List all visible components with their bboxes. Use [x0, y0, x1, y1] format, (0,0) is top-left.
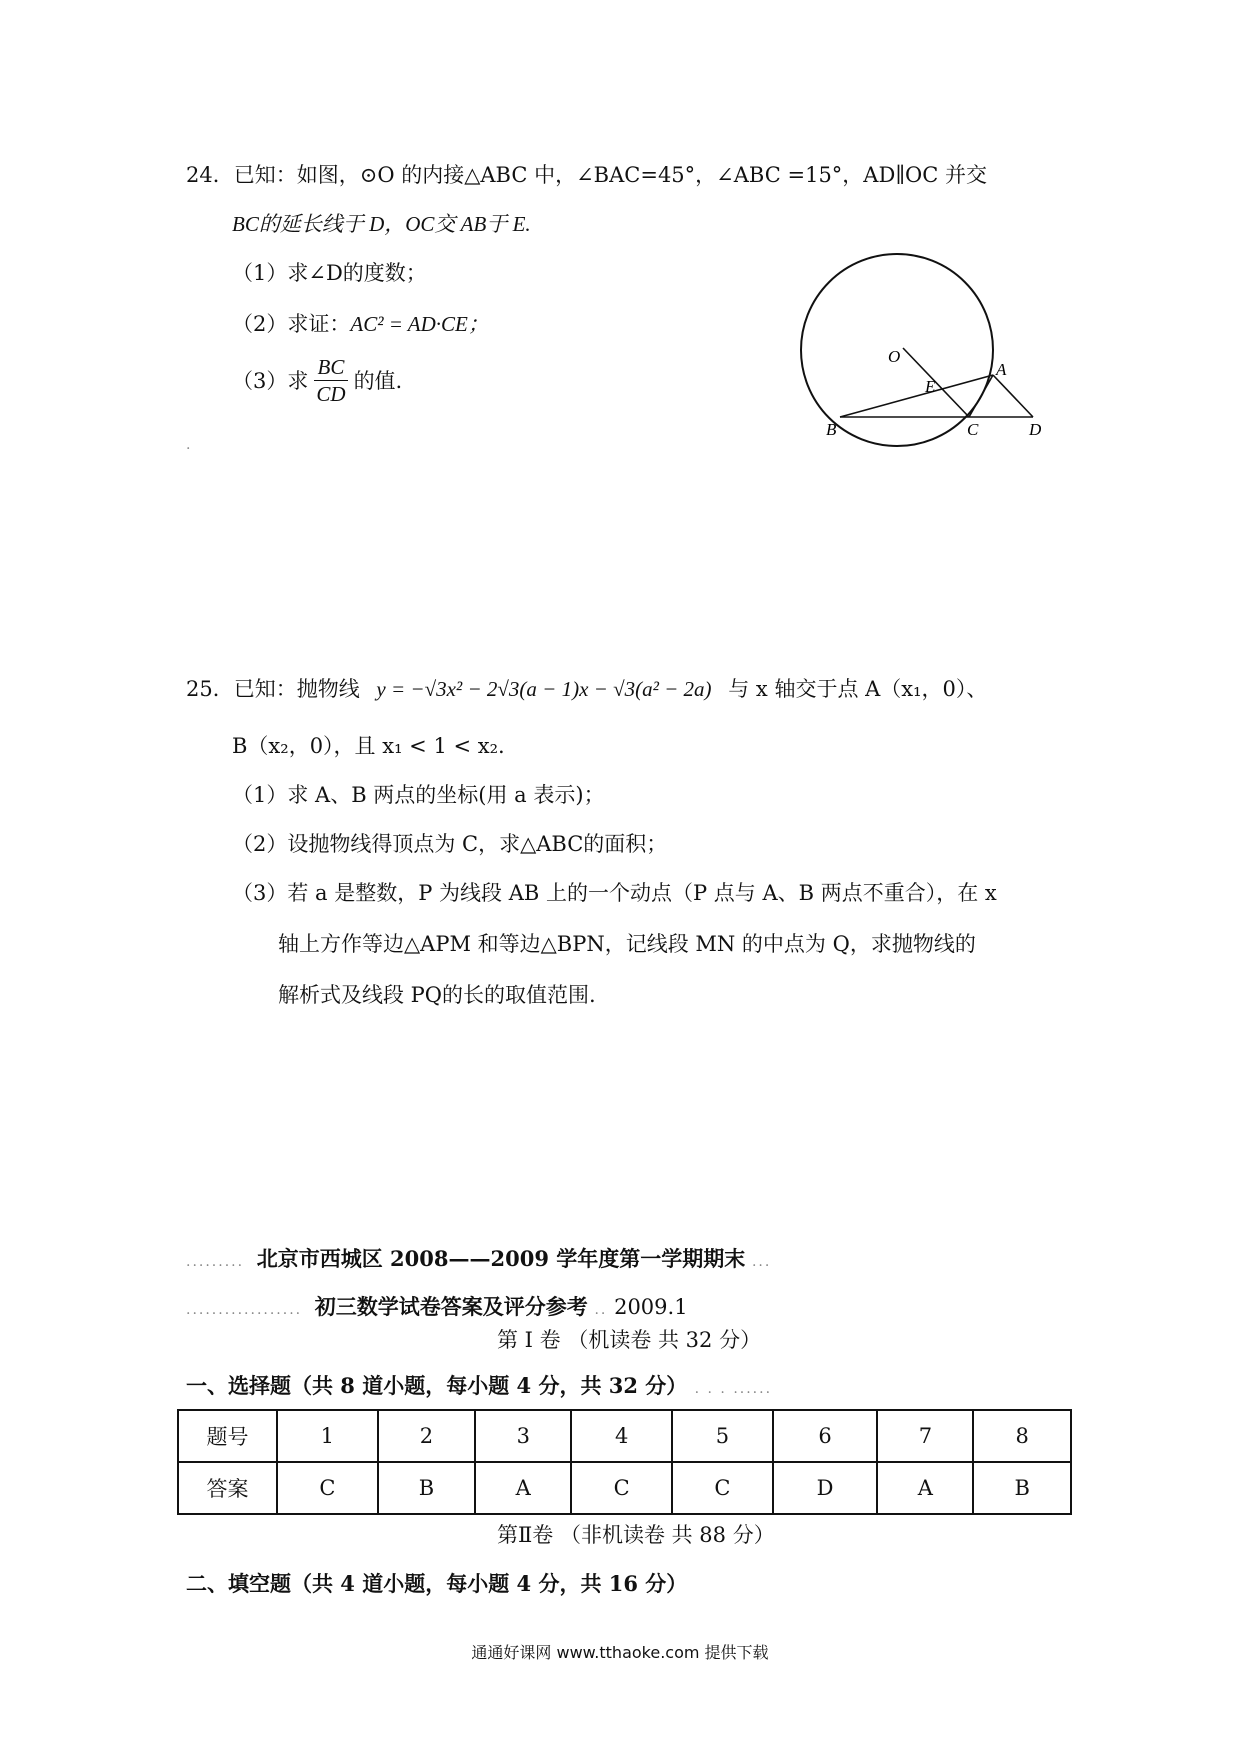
section1-title: 一、选择题（共 8 道小题，每小题 4 分，共 32 分）: [186, 1373, 688, 1398]
table-cell: A: [877, 1462, 973, 1514]
table-cell: C: [571, 1462, 672, 1514]
q25-line2: B（x₂，0），且 x₁ < 1 < x₂.: [232, 734, 505, 758]
stray-dot: .: [186, 437, 193, 453]
section1-header: 第 I 卷 （机读卷 共 32 分）: [497, 1328, 762, 1352]
table-header-cell: 题号: [178, 1410, 277, 1462]
q25-formula: y = −√3x² − 2√3(a − 1)x − √3(a² − 2a): [376, 677, 712, 701]
table-cell: 1: [277, 1410, 378, 1462]
q24-part2: [232, 310, 489, 338]
line-ad: [993, 375, 1033, 417]
q25-part2: （2）设抛物线得顶点为 C，求△ABC的面积；: [232, 832, 668, 856]
section1-title-row: [186, 1372, 772, 1403]
q24-fraction: [312, 354, 349, 407]
answers-title1: 北京市西城区 2008——2009 学年度第一学期期末: [256, 1246, 746, 1271]
table-cell: C: [277, 1462, 378, 1514]
q25-line1-suffix: 与 x 轴交于点 A（x₁，0）、: [728, 677, 988, 701]
fraction-numerator: BC: [314, 354, 349, 381]
table-cell: B: [378, 1462, 475, 1514]
table-cell: 2: [378, 1410, 475, 1462]
leader-dots: . . . ......: [694, 1381, 773, 1397]
q24-part2-prefix: （2）求证：: [232, 312, 351, 336]
q24-line2: BC的延长线于 D，OC交 AB于 E.: [232, 212, 531, 236]
table-row: [178, 1462, 1071, 1514]
line-oc: [903, 348, 969, 417]
q25-part3-line3: 解析式及线段 PQ的长的取值范围.: [278, 983, 596, 1007]
line-ba: [840, 375, 993, 417]
table-cell: D: [773, 1462, 878, 1514]
leader-dots: ...: [751, 1254, 772, 1270]
label-o: O: [888, 347, 901, 366]
table-cell: 4: [571, 1410, 672, 1462]
table-cell: 6: [773, 1410, 878, 1462]
circle-geometry-diagram: [790, 250, 1080, 460]
label-c: C: [967, 420, 979, 439]
answers-date: 2009.1: [614, 1295, 688, 1319]
q24-part1: （1）求∠D的度数；: [232, 261, 427, 285]
label-e: E: [925, 377, 936, 396]
table-header-cell: 答案: [178, 1462, 277, 1514]
table-cell: 8: [973, 1410, 1071, 1462]
table-row: [178, 1410, 1071, 1462]
answers-title2-row: [186, 1293, 688, 1324]
q25-part3-line2: 轴上方作等边△APM 和等边△BPN，记线段 MN 的中点为 Q，求抛物线的: [278, 932, 976, 956]
answer-table: [177, 1409, 1072, 1515]
leader-dots: ..................: [186, 1302, 303, 1318]
q25-line1: [186, 675, 987, 703]
table-cell: 7: [877, 1410, 973, 1462]
table-cell: B: [973, 1462, 1071, 1514]
label-b: B: [826, 420, 837, 439]
q24-part2-formula: AC² = AD·CE；: [350, 312, 489, 336]
table-cell: 3: [475, 1410, 571, 1462]
label-a: A: [996, 360, 1007, 379]
q24-part3-suffix: 的值.: [353, 368, 403, 393]
table-cell: 5: [672, 1410, 773, 1462]
section2-title: 二、填空题（共 4 道小题，每小题 4 分，共 16 分）: [186, 1571, 688, 1596]
leader-dots: .........: [186, 1254, 245, 1270]
q24-part3: [232, 354, 402, 407]
page-footer: 通通好课网 www.tthaoke.com 提供下载: [471, 1643, 769, 1662]
section2-header: 第Ⅱ卷 （非机读卷 共 88 分）: [497, 1523, 775, 1547]
fraction-denominator: CD: [316, 382, 346, 406]
q25-part3-line1: （3）若 a 是整数，P 为线段 AB 上的一个动点（P 点与 A、B 两点不重合），在 x: [232, 881, 997, 905]
table-cell: C: [672, 1462, 773, 1514]
q24-part3-prefix: （3）求: [232, 368, 309, 393]
table-cell: A: [475, 1462, 571, 1514]
q25-line1-prefix: 25．已知：抛物线: [186, 677, 360, 701]
q24-line1: 24．已知：如图，⊙O 的内接△ABC 中，∠BAC=45°，∠ABC =15°，AD∥OC 并交: [186, 163, 987, 187]
q25-part1: （1）求 A、B 两点的坐标(用 a 表示)；: [232, 783, 605, 807]
answers-title1-row: [186, 1245, 771, 1276]
label-d: D: [1029, 420, 1042, 439]
answers-title2: 初三数学试卷答案及评分参考: [314, 1294, 588, 1319]
leader-dots: ..: [594, 1302, 608, 1318]
